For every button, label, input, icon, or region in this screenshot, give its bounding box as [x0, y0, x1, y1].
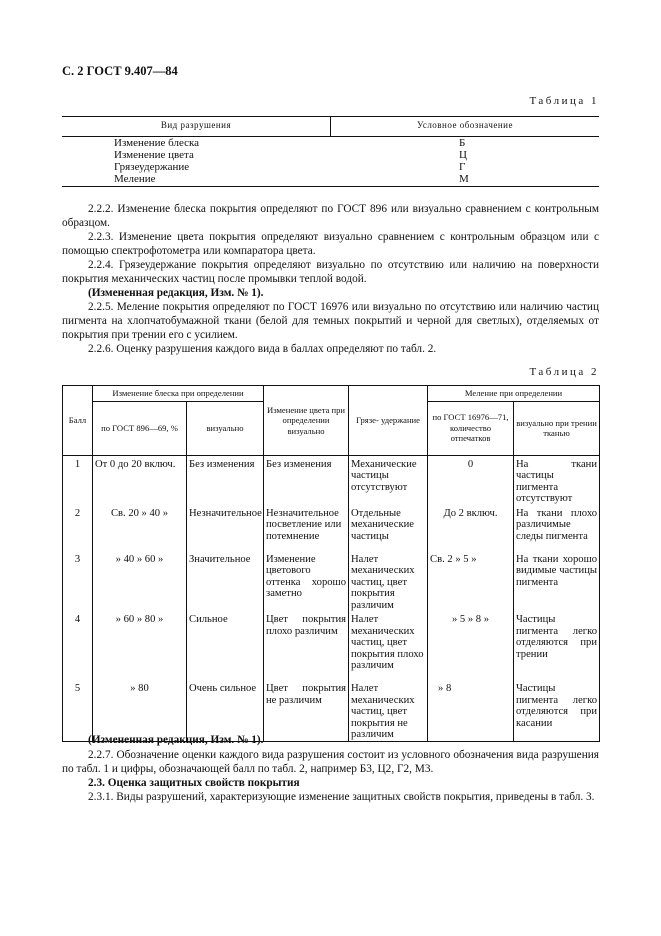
cell-ball: 5	[63, 680, 93, 741]
cell-chalk-gost: » 5 » 8 »	[428, 611, 514, 680]
table1-row-code: М	[459, 173, 469, 185]
cell-chalk-visual: На ткани плохо различимые следы пигмента	[514, 505, 600, 551]
cell-ball: 2	[63, 505, 93, 551]
table1-header-code: Условное обозначение	[417, 120, 513, 130]
cell-dirt: Механические частицы отсутствуют	[349, 455, 428, 505]
cell-color: Незначительное посветление или потемнение	[264, 505, 349, 551]
cell-color: Без изменения	[264, 455, 349, 505]
cell-gloss-gost: » 60 » 80 »	[93, 611, 187, 680]
col-gloss-gost: по ГОСТ 896—69, %	[93, 401, 187, 455]
col-ball: Балл	[63, 386, 93, 456]
cell-ball: 3	[63, 551, 93, 612]
cell-color: Изменение цветового оттенка хорошо заметно	[264, 551, 349, 612]
cell-ball: 1	[63, 455, 93, 505]
amendment-note-1: (Измененная редакция, Изм. № 1).	[88, 287, 264, 299]
cell-gloss-gost: Св. 20 » 40 »	[93, 505, 187, 551]
cell-dirt: Отдельные механические частицы	[349, 505, 428, 551]
col-dirt: Грязе- удержание	[349, 386, 428, 456]
col-gloss-visual: визуально	[187, 401, 264, 455]
cell-chalk-gost: 0	[428, 455, 514, 505]
cell-chalk-visual: На ткани хорошо видимые частицы пигмента	[514, 551, 600, 612]
table1-row-name: Грязеудержание	[114, 161, 190, 173]
cell-gloss-visual: Очень сильное	[187, 680, 264, 741]
table-row	[63, 680, 600, 741]
table1-row-name: Меление	[114, 173, 156, 185]
cell-gloss-gost: » 40 » 60 »	[93, 551, 187, 612]
para-2-2-7: 2.2.7. Обозначение оценки каждого вида разрушения состоит из условного обозначения вида разрушения по табл. 1 и цифры, обозначающей балл по табл. 2, например Б3, Ц2, Г2, М3.	[62, 749, 599, 775]
cell-gloss-gost: » 80	[93, 680, 187, 741]
cell-gloss-visual: Значительное	[187, 551, 264, 612]
cell-gloss-visual: Незначительное	[187, 505, 264, 551]
cell-ball: 4	[63, 611, 93, 680]
cell-chalk-gost: До 2 включ.	[428, 505, 514, 551]
amendment-note-2: (Измененная редакция, Изм. № 1).	[88, 734, 264, 746]
cell-chalk-visual: Частицы пигмента легко отделяются при трении	[514, 611, 600, 680]
para-2-2-5: 2.2.5. Меление покрытия определяют по ГОСТ 16976 или визуально по отсутствию или наличию частиц пигмента на хлопчатобумажной ткани (белой для темных покрытий и черной для светлых), отделяемых от покрытия при трении его с усилием.	[62, 301, 599, 341]
para-2-2-6: 2.2.6. Оценку разрушения каждого вида в баллах определяют по табл. 2.	[88, 343, 437, 355]
table1-row-name: Изменение блеска	[114, 137, 200, 149]
cell-gloss-visual: Без изменения	[187, 455, 264, 505]
cell-gloss-gost: От 0 до 20 включ.	[93, 455, 187, 505]
col-chalk-visual: визуально при трении тканью	[514, 401, 600, 455]
cell-dirt: Налет механических частиц, цвет покрытия различим	[349, 551, 428, 612]
cell-chalk-visual: На ткани частицы пигмента отсутствуют	[514, 455, 600, 505]
table-row	[63, 455, 600, 505]
table1-caption: Таблица 1	[529, 95, 599, 107]
table1-row-code: Б	[459, 137, 466, 149]
para-2-3-1: 2.3.1. Виды разрушений, характеризующие изменение защитных свойств покрытия, приведены в табл. 3.	[88, 791, 595, 803]
cell-chalk-gost: » 8	[428, 680, 514, 741]
col-chalk-group: Меление при определении	[428, 386, 600, 402]
cell-chalk-visual: Частицы пигмента легко отделяются при касании	[514, 680, 600, 741]
col-color: Изменение цвета при определении визуально	[264, 386, 349, 456]
page-header: С. 2 ГОСТ 9.407—84	[62, 64, 178, 78]
para-2-2-3: 2.2.3. Изменение цвета покрытия определяют визуально сравнением с контрольным образцом или с помощью спектрофотометра или компаратора цвета.	[62, 231, 599, 257]
table2	[62, 385, 600, 742]
table1-bottom-rule	[62, 186, 599, 187]
table-row	[63, 551, 600, 612]
cell-dirt: Налет механических частиц, цвет покрытия плохо различим	[349, 611, 428, 680]
cell-dirt: Налет механических частиц, цвет покрытия не различим	[349, 680, 428, 741]
cell-gloss-visual: Сильное	[187, 611, 264, 680]
table1-row-code: Ц	[459, 149, 467, 161]
para-2-2-4: 2.2.4. Грязеудержание покрытия определяют визуально по отсутствию или наличию на поверхности покрытия механических частиц после промывки теплой водой.	[62, 259, 599, 285]
col-gloss-group: Изменение блеска при определении	[93, 386, 264, 402]
table-row	[63, 611, 600, 680]
cell-chalk-gost: Св. 2 » 5 »	[428, 551, 514, 612]
cell-color: Цвет покрытия плохо различим	[264, 611, 349, 680]
section-2-3-heading: 2.3. Оценка защитных свойств покрытия	[88, 777, 300, 789]
table1-header-type: Вид разрушения	[160, 120, 232, 130]
col-chalk-gost: по ГОСТ 16976—71, количество отпечатков	[428, 401, 514, 455]
table1-row-name: Изменение цвета	[114, 149, 194, 161]
table1-row-code: Г	[459, 161, 466, 173]
cell-color: Цвет покрытия не различим	[264, 680, 349, 741]
table-row	[63, 505, 600, 551]
table2-caption: Таблица 2	[529, 366, 599, 378]
para-2-2-2: 2.2.2. Изменение блеска покрытия определяют по ГОСТ 896 или визуально сравнением с контрольным образцом.	[62, 203, 599, 229]
